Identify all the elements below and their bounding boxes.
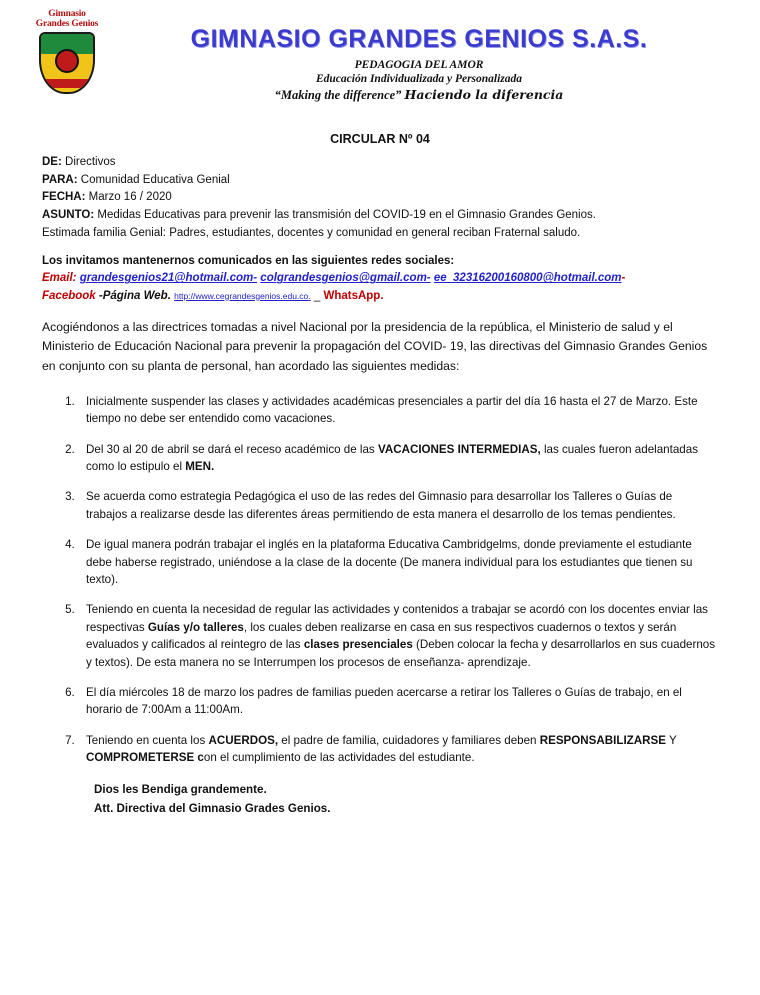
email-link-3[interactable]: ee_32316200160800@hotmail.com [433,272,622,285]
closing-block [42,780,716,819]
list-item-text: Inicialmente suspender las clases y actividades académicas presenciales a partir del día 16 hasta el 27 de Marzo. Este tiempo no debe ser entendido como vacaciones. [86,394,698,426]
email-label: Email: [42,272,77,285]
meta-fecha [42,189,716,206]
closing-line-2: Att. Directiva del Gimnasio Grades Genios. [94,802,331,816]
measures-list [42,393,716,767]
meta-saludo: Estimada familia Genial: Padres, estudiantes, docentes y comunidad en general reciban Fraternal saludo. [42,226,581,239]
meta-para-label: PARA: [42,173,78,186]
list-item-text: De igual manera podrán trabajar el inglés en la plataforma Educativa Cambridgelms, donde previamente el estudiante debe haberse registrado, uniéndose a la clase de la docente (De manera individual para los estudiantes que tienen su texto). [86,538,693,587]
subtitle-slogan [118,87,720,103]
list-item-text: las cuales fueron adelantadas como lo estipulo el [86,442,698,474]
list-item [78,393,716,428]
list-item [78,536,716,588]
list-item [78,441,716,476]
list-item-emphasis: RESPONSABILIZARSE [539,733,666,747]
website-link[interactable]: http://www.cegrandesgenios.edu.co. [174,290,311,301]
title-block [0,0,760,103]
page-title: GIMNASIO GRANDES GENIOS S.A.S. [190,25,648,53]
meta-para-value: Comunidad Educativa Genial [80,173,230,186]
redes-email-line [42,270,716,287]
list-item-text: Teniendo en cuenta la necesidad de regular las actividades y contenidos a trabajar se acordó con los docentes enviar las respectivas [86,603,708,634]
slogan-english: “Making the difference” [274,87,402,102]
meta-para [42,172,716,189]
subtitle-educacion: Educación Individualizada y Personalizada [315,72,523,85]
document-header [0,0,760,118]
meta-block [42,154,716,241]
list-item-emphasis: ACUERDOS, [208,733,279,747]
list-item-emphasis: MEN. [185,460,215,474]
meta-fecha-value: Marzo 16 / 2020 [88,191,172,204]
redes-facebook-line [42,290,716,302]
list-item-emphasis: VACACIONES INTERMEDIAS, [377,442,541,456]
slogan-spanish: Haciendo la diferencia [404,86,564,102]
list-item-text: (Deben colocar la fecha y desarrollarlos en sus cuadernos y textos). De esta manera no se Interrumpen los procesos de enseñanza- aprendizaje. [86,638,716,669]
list-item-emphasis: clases presenciales [303,638,413,652]
meta-de [42,154,716,171]
meta-asunto-value: Medidas Educativas para prevenir las transmisión del COVID-19 en el Gimnasio Grandes Genios. [97,209,596,222]
closing-line-1: Dios les Bendiga grandemente. [94,782,267,796]
list-item [78,732,716,767]
email-link-1[interactable]: grandesgenios21@hotmail.com- [79,272,258,285]
list-item-text: on el cumplimiento de las actividades del estudiante. [203,751,475,765]
email-trailing-dash: - [621,272,626,285]
logo-shield-icon [39,32,95,94]
list-item-text: Teniendo en cuenta los [86,733,209,747]
list-item-text: Del 30 al 20 de abril se dará el receso académico de las [86,442,378,456]
email-link-2[interactable]: colgrandesgenios@gmail.com- [260,272,431,285]
subtitle-pedagogia: PEDAGOGIA DEL AMOR [354,58,484,71]
list-item [78,684,716,719]
list-item-emphasis: COMPROMETERSE c [86,751,204,765]
list-item-text: Se acuerda como estrategia Pedagógica el uso de las redes del Gimnasio para desarrollar los Talleres o Guías de trabajos a realizarse desde las diferentes áreas permitiendo de esta manera el desarrollo de los temas pendientes. [86,490,676,521]
whatsapp-label[interactable]: WhatsApp. [323,289,384,302]
logo-band [41,79,93,88]
meta-fecha-label: FECHA: [42,191,86,204]
school-logo [26,10,108,98]
list-item-emphasis: Guías y/o talleres [147,620,244,634]
redes-title: Los invitamos mantenernos comunicados en las siguientes redes sociales: [42,255,455,268]
meta-de-value: Directivos [65,156,116,168]
logo-text-line1: Gimnasio [48,9,86,19]
list-item-text: , los cuales deben realizarse en casa en sus respectivos cuadernos o textos y serán evaluados y calificados al reintegro de las [86,620,677,652]
logo-text-line2: Grandes Genios [35,18,99,29]
list-item-text: El día miércoles 18 de marzo los padres de familias pueden acercarse a retirar los Talleres o Guías de trabajo, en el horario de 7:00Am a 11:00Am. [86,685,682,717]
pagina-web-label: -Página Web. [98,289,171,302]
list-item-text: el padre de familia, cuidadores y familiares deben [278,733,540,747]
list-item [78,488,716,523]
facebook-label[interactable]: Facebook [42,289,96,302]
document-body [0,154,760,819]
meta-asunto [42,207,716,224]
intro-paragraph: Acogiéndonos a las directrices tomadas a nivel Nacional por la presidencia de la república, el Ministerio de salud y el Ministerio de Educación Nacional para prevenir la propagación del COVID- 19, las directivas del Gimnasio Grandes Genios en conjunto con su planta de personal, han acordado las siguientes medidas: [42,319,708,374]
meta-de-label: DE: [42,156,62,168]
list-item [78,601,716,671]
separator-dash: _ [313,289,321,302]
circular-number: CIRCULAR Nº 04 [330,132,430,146]
meta-asunto-label: ASUNTO: [42,209,95,222]
list-item-text: Y [665,733,677,747]
